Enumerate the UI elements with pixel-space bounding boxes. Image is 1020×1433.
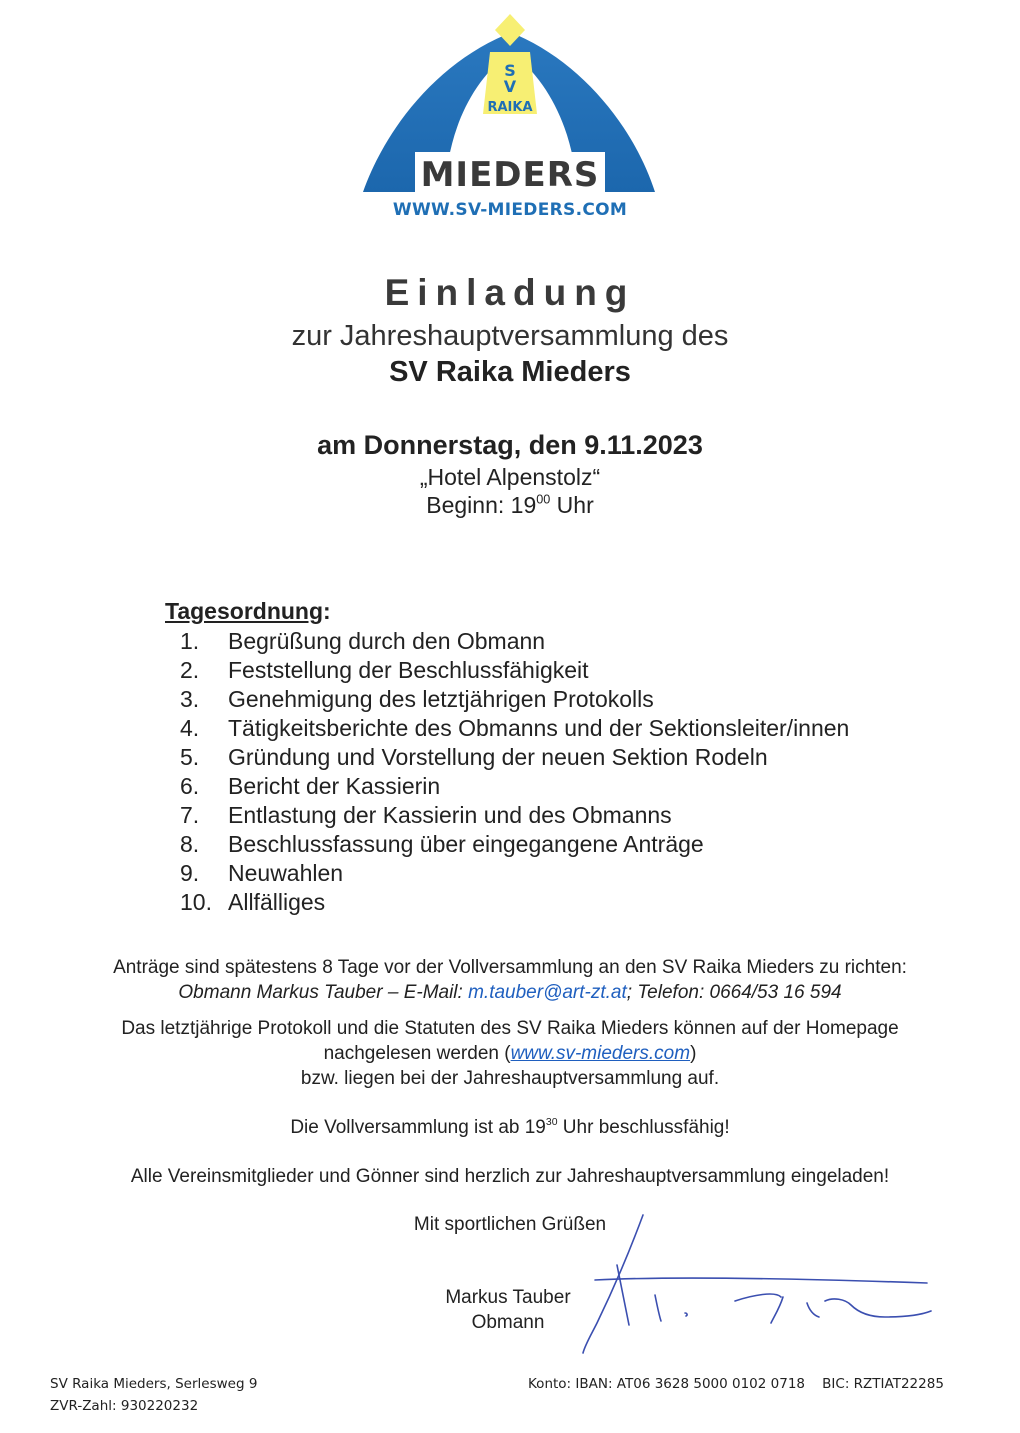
agenda-item-text: Begrüßung durch den Obmann <box>228 628 546 654</box>
agenda-title <box>165 598 331 625</box>
agenda-item-text: Gründung und Vorstellung der neuen Sektion Rodeln <box>228 744 768 770</box>
signer-name: Markus Tauber <box>445 1287 571 1308</box>
agenda-item <box>180 888 849 917</box>
footer-address: SV Raika Mieders, Serlesweg 9 <box>50 1376 258 1392</box>
protocol-note-line2 <box>0 1041 1020 1066</box>
page-title: Einladung <box>384 272 636 313</box>
quorum-note <box>0 1115 1020 1140</box>
agenda-item-text: Allfälliges <box>228 889 326 915</box>
homepage-link[interactable]: www.sv-mieders.com <box>510 1043 691 1064</box>
agenda-item-text: Neuwahlen <box>228 860 344 886</box>
quorum-minutes: 30 <box>545 1117 558 1129</box>
footer-registration: ZVR-Zahl: 930220232 <box>50 1398 199 1414</box>
logo-initial-s: S <box>504 61 516 80</box>
closing-greeting: Mit sportlichen Grüßen <box>413 1214 607 1235</box>
logo-name: MIEDERS <box>420 155 600 195</box>
agenda-item-number: 5. <box>180 744 200 770</box>
protocol-suffix: ) <box>690 1043 697 1064</box>
contact-line <box>0 980 1020 1005</box>
quorum-suffix: Uhr beschlussfähig! <box>557 1117 730 1138</box>
agenda-item-number: 10. <box>180 889 212 915</box>
logo-initial-v: V <box>503 77 517 96</box>
agenda-item-text: Bericht der Kassierin <box>228 773 441 799</box>
quorum-prefix: Die Vollversammlung ist ab 19 <box>290 1117 546 1138</box>
protocol-note-line1: Das letztjährige Protokoll und die Statuten des SV Raika Mieders können auf der Homepage <box>121 1018 899 1039</box>
agenda-item <box>180 830 849 859</box>
agenda-item-number: 7. <box>180 802 200 828</box>
signer-role: Obmann <box>471 1312 545 1333</box>
protocol-note-line3: bzw. liegen bei der Jahreshauptversammlung auf. <box>300 1068 720 1089</box>
agenda-item-text: Genehmigung des letztjährigen Protokolls <box>228 686 654 712</box>
agenda-item-text: Beschlussfassung über eingegangene Anträge <box>228 831 704 857</box>
agenda-title-text: Tagesordnung <box>165 598 324 624</box>
footer-bank-details: Konto: IBAN: AT06 3628 5000 0102 0718 BIC: RZTIAT22285 <box>528 1376 944 1392</box>
agenda-item-number: 9. <box>180 860 200 886</box>
agenda-item <box>180 685 849 714</box>
agenda-item-number: 3. <box>180 686 200 712</box>
agenda-item <box>180 627 849 656</box>
agenda-item-text: Entlastung der Kassierin und des Obmanns <box>228 802 672 828</box>
agenda-item <box>180 801 849 830</box>
event-date: am Donnerstag, den 9.11.2023 <box>317 430 703 460</box>
invitation-note: Alle Vereinsmitglieder und Gönner sind herzlich zur Jahreshauptversammlung eingeladen! <box>130 1166 890 1187</box>
agenda-item-number: 6. <box>180 773 200 799</box>
contact-prefix: Obmann Markus Tauber – E-Mail: <box>178 982 469 1003</box>
agenda-list <box>180 627 849 917</box>
start-label: Beginn: 19 <box>426 492 537 518</box>
agenda-title-colon: : <box>323 598 331 624</box>
agenda-item-number: 4. <box>180 715 200 741</box>
contact-suffix: ; Telefon: 0664/53 16 594 <box>626 982 842 1003</box>
club-logo <box>355 10 665 200</box>
agenda-item <box>180 656 849 685</box>
motion-deadline-note: Anträge sind spätestens 8 Tage vor der Vollversammlung an den SV Raika Mieders zu richten: <box>113 957 907 978</box>
protocol-prefix: nachgelesen werden ( <box>323 1043 511 1064</box>
agenda-item <box>180 859 849 888</box>
contact-email-link[interactable]: m.tauber@art-zt.at <box>468 982 627 1003</box>
agenda-item <box>180 772 849 801</box>
agenda-item <box>180 714 849 743</box>
start-suffix: Uhr <box>550 492 594 518</box>
agenda-item-text: Feststellung der Beschlussfähigkeit <box>228 657 589 683</box>
club-name: SV Raika Mieders <box>389 356 631 388</box>
agenda-item-number: 8. <box>180 831 200 857</box>
event-start <box>0 492 1020 519</box>
agenda-item-text: Tätigkeitsberichte des Obmanns und der Sektionsleiter/innen <box>228 715 850 741</box>
handwritten-signature <box>575 1205 935 1355</box>
agenda-item-number: 2. <box>180 657 200 683</box>
page-subtitle: zur Jahreshauptversammlung des <box>291 320 729 352</box>
logo-website: WWW.SV-MIEDERS.COM <box>392 200 628 220</box>
agenda-item-number: 1. <box>180 628 200 654</box>
logo-sponsor: RAIKA <box>487 100 533 115</box>
agenda-item <box>180 743 849 772</box>
event-venue: „Hotel Alpenstolz“ <box>419 464 601 490</box>
start-minutes: 00 <box>536 492 551 507</box>
